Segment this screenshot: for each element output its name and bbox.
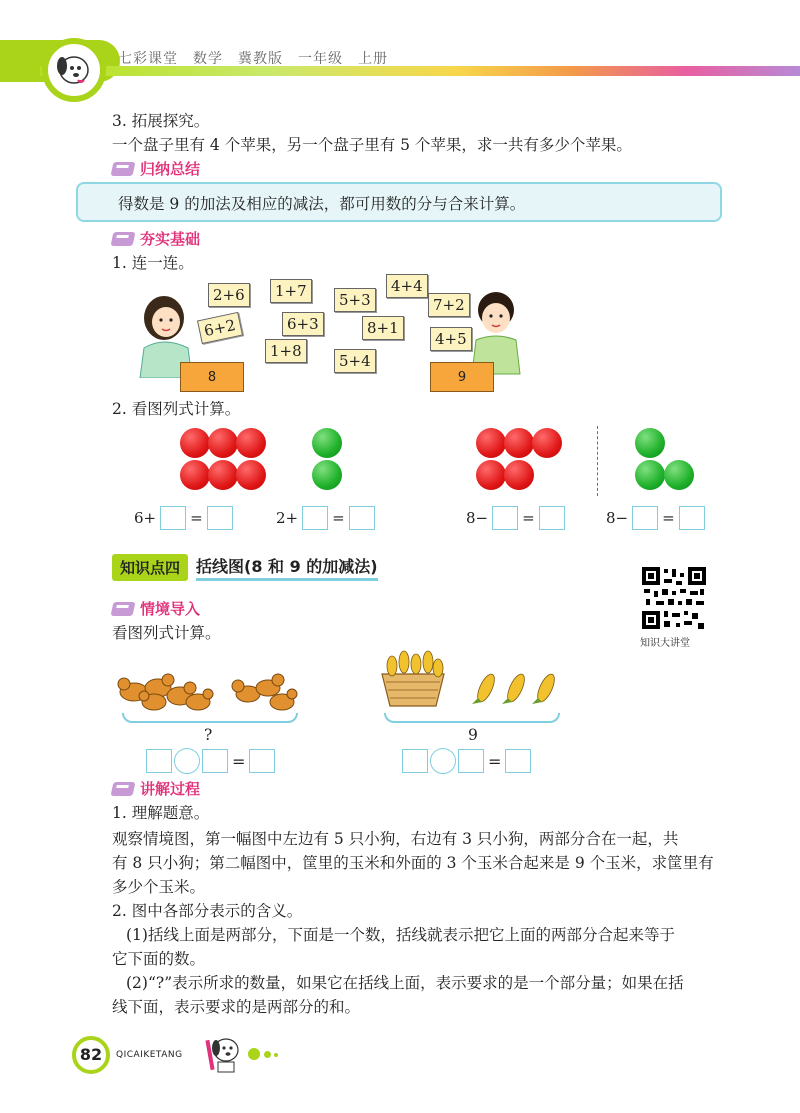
page-header-title: 七彩课堂 数学 冀教版 一年级 上册 bbox=[118, 51, 388, 67]
process-p2a: 观察情境图，第一幅图中左边有 5 只小狗，右边有 3 只小狗，两部分合在一起，共 bbox=[112, 830, 679, 848]
answer-box[interactable] bbox=[202, 749, 228, 773]
knowledge-point-title bbox=[112, 554, 378, 581]
answer-box[interactable] bbox=[146, 749, 172, 773]
intro-text: 看图列式计算。 bbox=[112, 624, 221, 642]
green-ball bbox=[635, 428, 665, 458]
summary-text: 得数是 9 的加法及相应的减法，都可用数的分与合来计算。 bbox=[118, 195, 526, 213]
process-p2b: 有 8 只小狗；第二幅图中，筐里的玉米和外面的 3 个玉米合起来是 9 个玉米，求筐里有 bbox=[112, 854, 714, 872]
red-ball bbox=[236, 428, 266, 458]
section-icon bbox=[111, 602, 136, 616]
basics-label: 夯实基础 bbox=[140, 230, 201, 248]
qr-code-icon[interactable] bbox=[640, 565, 708, 631]
process-p5a: (2)“?”表示所求的数量，如果它在括线上面，表示要求的是一个部分量；如果在括 bbox=[126, 974, 684, 992]
red-ball bbox=[208, 428, 238, 458]
target-box-8[interactable]: 8 bbox=[180, 362, 244, 392]
section-icon bbox=[111, 232, 136, 246]
equation-prefix: 8− bbox=[466, 509, 489, 527]
equals-sign: = bbox=[332, 509, 345, 527]
summary-section-heading bbox=[112, 158, 200, 179]
equation-card[interactable]: 8+1 bbox=[362, 316, 404, 340]
intro-label: 情境导入 bbox=[140, 600, 201, 618]
equation-prefix: 6+ bbox=[134, 509, 157, 527]
process-label: 讲解过程 bbox=[140, 780, 201, 798]
process-p2c: 多少个玉米。 bbox=[112, 878, 206, 896]
footer-brand: QICAIKETANG bbox=[116, 1050, 183, 1060]
target-box-9[interactable]: 9 bbox=[430, 362, 494, 392]
corn-basket-picture bbox=[378, 650, 564, 712]
equation-card[interactable]: 6+2 bbox=[197, 312, 243, 344]
dog-mascot-icon bbox=[204, 1030, 244, 1076]
process-p4b: 它下面的数。 bbox=[112, 950, 206, 968]
equation-row-1 bbox=[134, 506, 233, 530]
answer-box[interactable] bbox=[679, 506, 705, 530]
green-ball bbox=[664, 460, 694, 490]
answer-box[interactable] bbox=[249, 749, 275, 773]
equation-card[interactable]: 4+4 bbox=[386, 274, 428, 298]
equation-row-2 bbox=[276, 506, 375, 530]
decor-dot bbox=[264, 1051, 271, 1058]
basics-q2: 2. 看图列式计算。 bbox=[112, 400, 241, 418]
decor-dot bbox=[274, 1053, 278, 1057]
answer-row-2 bbox=[402, 748, 531, 774]
equals-sign: = bbox=[522, 509, 535, 527]
answer-box[interactable] bbox=[302, 506, 328, 530]
green-ball bbox=[635, 460, 665, 490]
green-ball bbox=[312, 460, 342, 490]
red-ball bbox=[476, 428, 506, 458]
total-nine: 9 bbox=[468, 726, 478, 744]
operator-circle[interactable] bbox=[174, 748, 200, 774]
equation-card[interactable]: 6+3 bbox=[282, 312, 324, 336]
answer-box[interactable] bbox=[505, 749, 531, 773]
answer-row-1 bbox=[146, 748, 275, 774]
summary-box bbox=[76, 182, 722, 222]
process-p5b: 线下面，表示要求的是两部分的和。 bbox=[112, 998, 361, 1016]
green-ball bbox=[312, 428, 342, 458]
question-mark: ? bbox=[204, 726, 213, 744]
extension-heading: 3. 拓展探究。 bbox=[112, 112, 210, 130]
red-ball bbox=[236, 460, 266, 490]
page-number: 82 bbox=[72, 1036, 110, 1074]
answer-box[interactable] bbox=[160, 506, 186, 530]
equals-sign: = bbox=[662, 509, 675, 527]
knowledge-name: 括线图(8 和 9 的加减法) bbox=[196, 554, 378, 581]
process-p3: 2. 图中各部分表示的含义。 bbox=[112, 902, 303, 920]
equation-prefix: 8− bbox=[606, 509, 629, 527]
red-ball bbox=[532, 428, 562, 458]
answer-box[interactable] bbox=[402, 749, 428, 773]
equation-card[interactable]: 2+6 bbox=[208, 283, 250, 307]
answer-box[interactable] bbox=[458, 749, 484, 773]
decor-dot bbox=[248, 1048, 260, 1060]
intro-section-heading bbox=[112, 598, 200, 619]
equation-prefix: 2+ bbox=[276, 509, 299, 527]
red-ball bbox=[476, 460, 506, 490]
equation-card[interactable]: 4+5 bbox=[430, 327, 472, 351]
basics-section-heading bbox=[112, 228, 200, 249]
red-ball bbox=[504, 428, 534, 458]
qr-label: 知识大讲堂 bbox=[640, 638, 690, 649]
process-section-heading bbox=[112, 778, 200, 799]
equation-card[interactable]: 5+3 bbox=[334, 288, 376, 312]
red-ball bbox=[180, 460, 210, 490]
answer-box[interactable] bbox=[539, 506, 565, 530]
divider-dashed bbox=[597, 426, 598, 496]
answer-box[interactable] bbox=[492, 506, 518, 530]
equation-card[interactable]: 7+2 bbox=[428, 293, 470, 317]
equation-row-4 bbox=[606, 506, 705, 530]
basics-q1: 1. 连一连。 bbox=[112, 254, 194, 272]
red-ball bbox=[208, 460, 238, 490]
answer-box[interactable] bbox=[349, 506, 375, 530]
process-p4a: (1)括线上面是两部分，下面是一个数，括线就表示把它上面的两部分合起来等于 bbox=[126, 926, 675, 944]
answer-box[interactable] bbox=[207, 506, 233, 530]
answer-box[interactable] bbox=[632, 506, 658, 530]
equation-row-3 bbox=[466, 506, 565, 530]
equation-card[interactable]: 1+7 bbox=[270, 279, 312, 303]
dog-logo-icon bbox=[42, 38, 106, 102]
equals-sign: = bbox=[232, 751, 246, 771]
equals-sign: = bbox=[190, 509, 203, 527]
section-icon bbox=[111, 782, 136, 796]
equation-card[interactable]: 1+8 bbox=[265, 339, 307, 363]
red-ball bbox=[180, 428, 210, 458]
equals-sign: = bbox=[488, 751, 502, 771]
operator-circle[interactable] bbox=[430, 748, 456, 774]
dogs-picture bbox=[114, 658, 302, 718]
summary-label: 归纳总结 bbox=[140, 160, 201, 178]
equation-card[interactable]: 5+4 bbox=[334, 349, 376, 373]
process-p1: 1. 理解题意。 bbox=[112, 804, 210, 822]
red-ball bbox=[504, 460, 534, 490]
section-icon bbox=[111, 162, 136, 176]
knowledge-tag: 知识点四 bbox=[112, 554, 188, 581]
extension-text: 一个盘子里有 4 个苹果，另一个盘子里有 5 个苹果，求一共有多少个苹果。 bbox=[112, 136, 632, 154]
